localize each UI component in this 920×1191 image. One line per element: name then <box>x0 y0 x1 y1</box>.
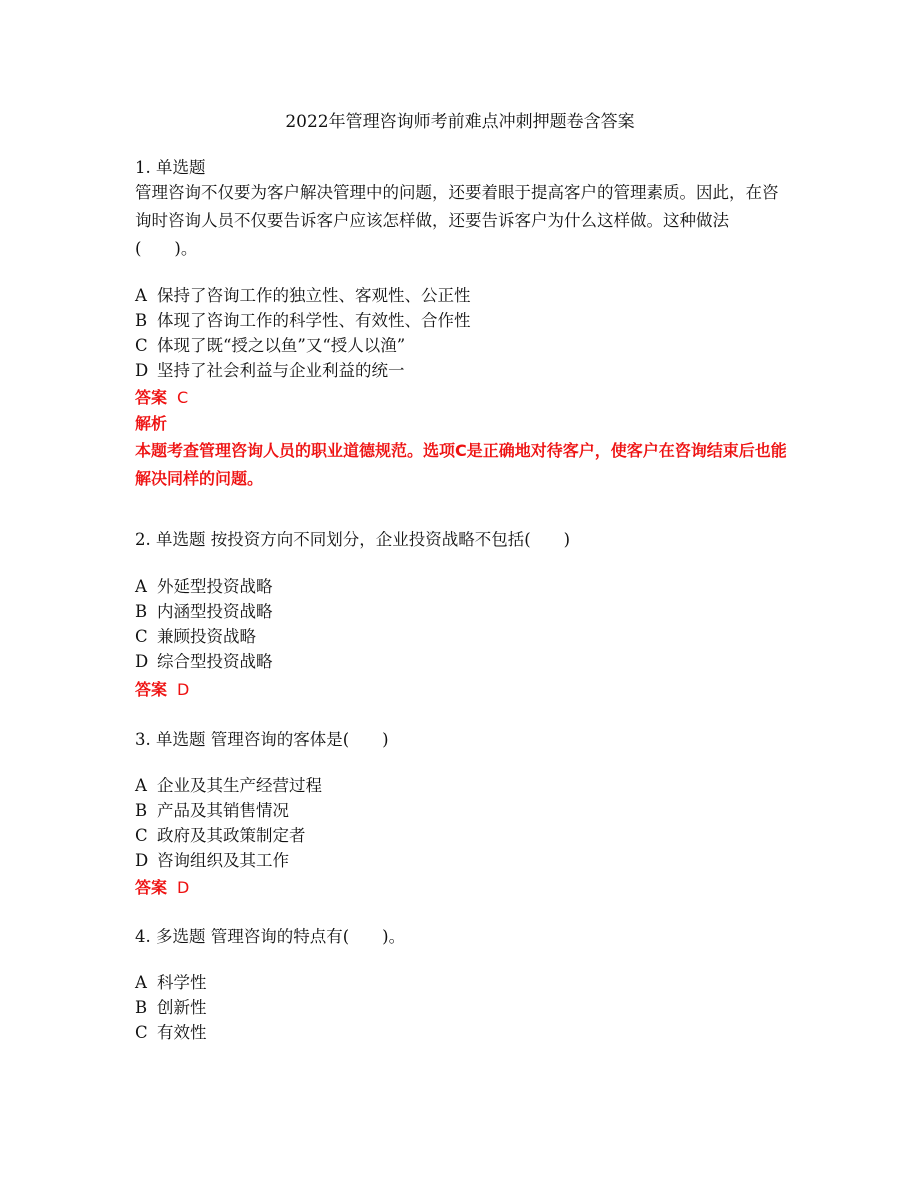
option-b: B 创新性 <box>135 998 207 1017</box>
answer-line <box>135 677 790 703</box>
option-a: A 保持了咨询工作的独立性、客观性、公正性 <box>135 286 471 305</box>
answer-label: 答案 <box>135 680 168 699</box>
answer-value: C <box>177 388 189 407</box>
option-a: A 科学性 <box>135 973 207 992</box>
question-1 <box>135 155 790 493</box>
option-b: B 产品及其销售情况 <box>135 801 289 820</box>
answer-label: 答案 <box>135 388 168 407</box>
explanation-text: 本题考查管理咨询人员的职业道德规范。选项C是正确地对待客户，使客户在咨询结束后也能解决同样的问题。 <box>135 441 787 488</box>
question-2-options <box>135 574 790 674</box>
question-4-options <box>135 970 790 1045</box>
option-d: D 坚持了社会利益与企业利益的统一 <box>135 361 405 380</box>
option-c: C 体现了既“授之以鱼”又“授人以渔” <box>135 336 406 355</box>
answer-line <box>135 875 790 901</box>
question-1-options <box>135 283 790 383</box>
question-2 <box>135 527 790 703</box>
question-3-options <box>135 773 790 873</box>
document-title: 2022年管理咨询师考前难点冲刺押题卷含答案 <box>285 112 635 132</box>
answer-line <box>135 385 790 411</box>
question-3-head: 3. 单选题 管理咨询的客体是( ) <box>135 730 389 749</box>
question-2-head: 2. 单选题 按投资方向不同划分，企业投资战略不包括( ) <box>135 530 571 549</box>
question-1-body: 管理咨询不仅要为客户解决管理中的问题，还要着眼于提高客户的管理素质。因此，在咨询时咨询人员不仅要告诉客户应该怎样做，还要告诉客户为什么这样做。这种做法( )。 <box>135 183 779 258</box>
answer-label: 答案 <box>135 878 168 897</box>
option-b: B 体现了咨询工作的科学性、有效性、合作性 <box>135 311 471 330</box>
question-4-head: 4. 多选题 管理咨询的特点有( )。 <box>135 927 406 946</box>
option-a: A 企业及其生产经营过程 <box>135 776 322 795</box>
explanation-label: 解析 <box>135 414 168 433</box>
question-1-head: 1. 单选题 <box>135 158 206 177</box>
option-c: C 兼顾投资战略 <box>135 627 256 646</box>
option-d: D 咨询组织及其工作 <box>135 851 289 870</box>
option-c: C 有效性 <box>135 1023 207 1042</box>
answer-value: D <box>177 878 190 897</box>
option-d: D 综合型投资战略 <box>135 652 273 671</box>
question-4 <box>135 924 790 1045</box>
question-3 <box>135 727 790 901</box>
option-b: B 内涵型投资战略 <box>135 602 273 621</box>
option-a: A 外延型投资战略 <box>135 577 273 596</box>
answer-value: D <box>177 680 190 699</box>
option-c: C 政府及其政策制定者 <box>135 826 306 845</box>
